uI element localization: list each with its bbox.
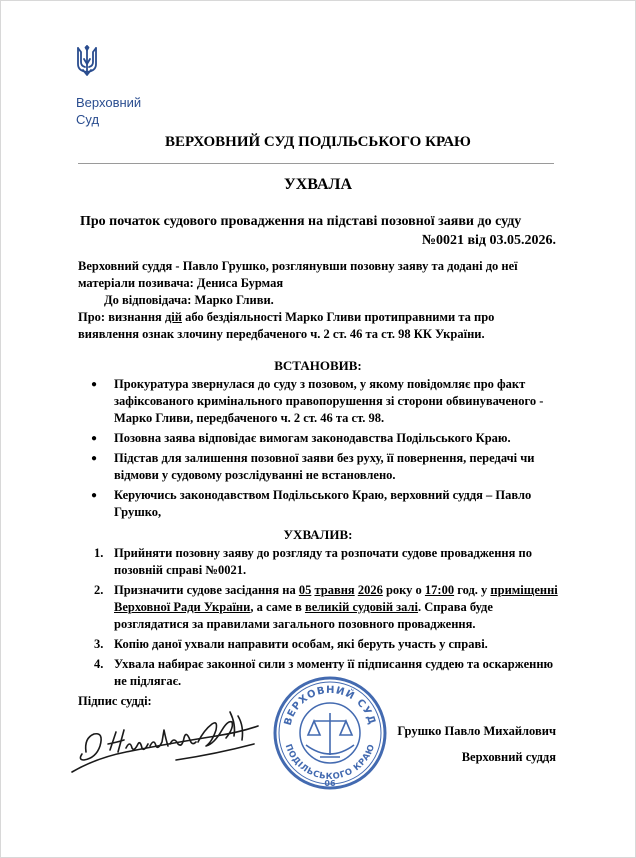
item-number: 4. bbox=[94, 657, 104, 671]
resolved-list bbox=[78, 545, 564, 693]
court-title: ВЕРХОВНИЙ СУД ПОДІЛЬСЬКОГО КРАЮ bbox=[165, 134, 471, 150]
hearing-year: 2026 bbox=[357, 583, 383, 597]
item-text: Копію даної ухвали направити особам, які беруть участь у справі. bbox=[114, 637, 488, 651]
resolved-heading: УХВАЛИВ: bbox=[283, 527, 353, 542]
signature-label: Підпис судді: bbox=[78, 694, 152, 708]
hearing-time: 17:00 bbox=[424, 583, 455, 597]
logo-text bbox=[76, 94, 141, 128]
hearing-month: травня bbox=[314, 583, 355, 597]
resolved-item-2 bbox=[78, 582, 564, 633]
subject-line-2: №0021 від 03.05.2026. bbox=[421, 233, 556, 248]
resolved-item-3 bbox=[78, 636, 564, 653]
item-text-5: . Справа буде розглядатися за правилами загального позовного провадження. bbox=[114, 600, 493, 631]
item-text: Ухвала набирає законної сили з моменту її підписання суддею та оскарженню не підлягає. bbox=[114, 657, 554, 688]
hearing-place: приміщенні Верховної Ради України bbox=[114, 583, 558, 614]
item-text-2: року о bbox=[382, 583, 425, 597]
trident-icon bbox=[76, 44, 98, 83]
stamp-text-bottom: ПОДІЛЬСЬКОГО КРАЮ bbox=[282, 742, 378, 783]
established-list bbox=[78, 376, 564, 524]
intro-line-5: виявлення ознак злочину передбаченого ч. 2 ст. 46 та ст. 98 КК України. bbox=[78, 327, 485, 341]
intro-block bbox=[78, 258, 558, 343]
stamp-text-top: ВЕРХОВНИЙ СУД bbox=[282, 684, 378, 727]
intro-line-4-pre: Про: визнання bbox=[78, 310, 165, 324]
item-text-3: год. у bbox=[454, 583, 491, 597]
logo-line-1: Верховний bbox=[76, 95, 142, 110]
item-text-1: Призначити судове засідання на bbox=[114, 583, 299, 597]
established-item: ● Прокуратура звернулася до суду з позовом, у якому повідомляє про факт зафіксованого кримінального правопорушення зі сторони обвинуваченого - Марко Гливи, передбаченого ч. 2 ст. 46 та ст. 98. bbox=[78, 376, 564, 427]
stamp-code: 06 bbox=[324, 779, 336, 788]
header-divider bbox=[78, 163, 554, 164]
resolved-item-1 bbox=[78, 545, 564, 579]
item-number: 1. bbox=[94, 546, 104, 560]
item-text: Прийняти позовну заяву до розгляду та розпочати судове провадження по позовній справі №0021. bbox=[114, 546, 532, 577]
hearing-day: 05 bbox=[298, 583, 312, 597]
intro-line-4-underlined: дій bbox=[164, 310, 182, 324]
intro-line-3: До відповідача: Марко Гливи. bbox=[104, 293, 274, 307]
intro-line-2: матеріали позивача: Дениса Бурмая bbox=[78, 276, 284, 290]
item-number: 2. bbox=[94, 583, 104, 597]
item-number: 3. bbox=[94, 637, 104, 651]
signer-role: Верховний суддя bbox=[461, 750, 556, 764]
intro-line-4-post: або бездіяльності Марко Гливи протиправними та про bbox=[181, 310, 495, 324]
intro-line-4 bbox=[78, 309, 558, 326]
established-item: ● Підстав для залишення позовної заяви без руху, її повернення, передачі чи відмови у судовому розслідуванні не встановлено. bbox=[78, 450, 564, 484]
established-item: ● Керуючись законодавством Подільського Краю, верховний суддя – Павло Грушко, bbox=[78, 487, 564, 521]
document-type: УХВАЛА bbox=[284, 176, 352, 193]
hearing-hall: великій судовій залі bbox=[304, 600, 419, 614]
intro-line-1: Верховний суддя - Павло Грушко, розглянувши позовну заяву та додані до неї bbox=[78, 259, 518, 273]
handwritten-signature bbox=[66, 700, 266, 785]
item-text-4: , а саме в bbox=[250, 600, 305, 614]
subject-line-1: Про початок судового провадження на підставі позовної заяви до суду bbox=[80, 214, 522, 229]
signer-name: Грушко Павло Михайлович bbox=[397, 724, 556, 738]
logo-line-2: Суд bbox=[76, 112, 100, 127]
established-heading: ВСТАНОВИВ: bbox=[274, 358, 362, 373]
established-item: ● Позовна заява відповідає вимогам законодавства Подільського Краю. bbox=[78, 430, 564, 447]
